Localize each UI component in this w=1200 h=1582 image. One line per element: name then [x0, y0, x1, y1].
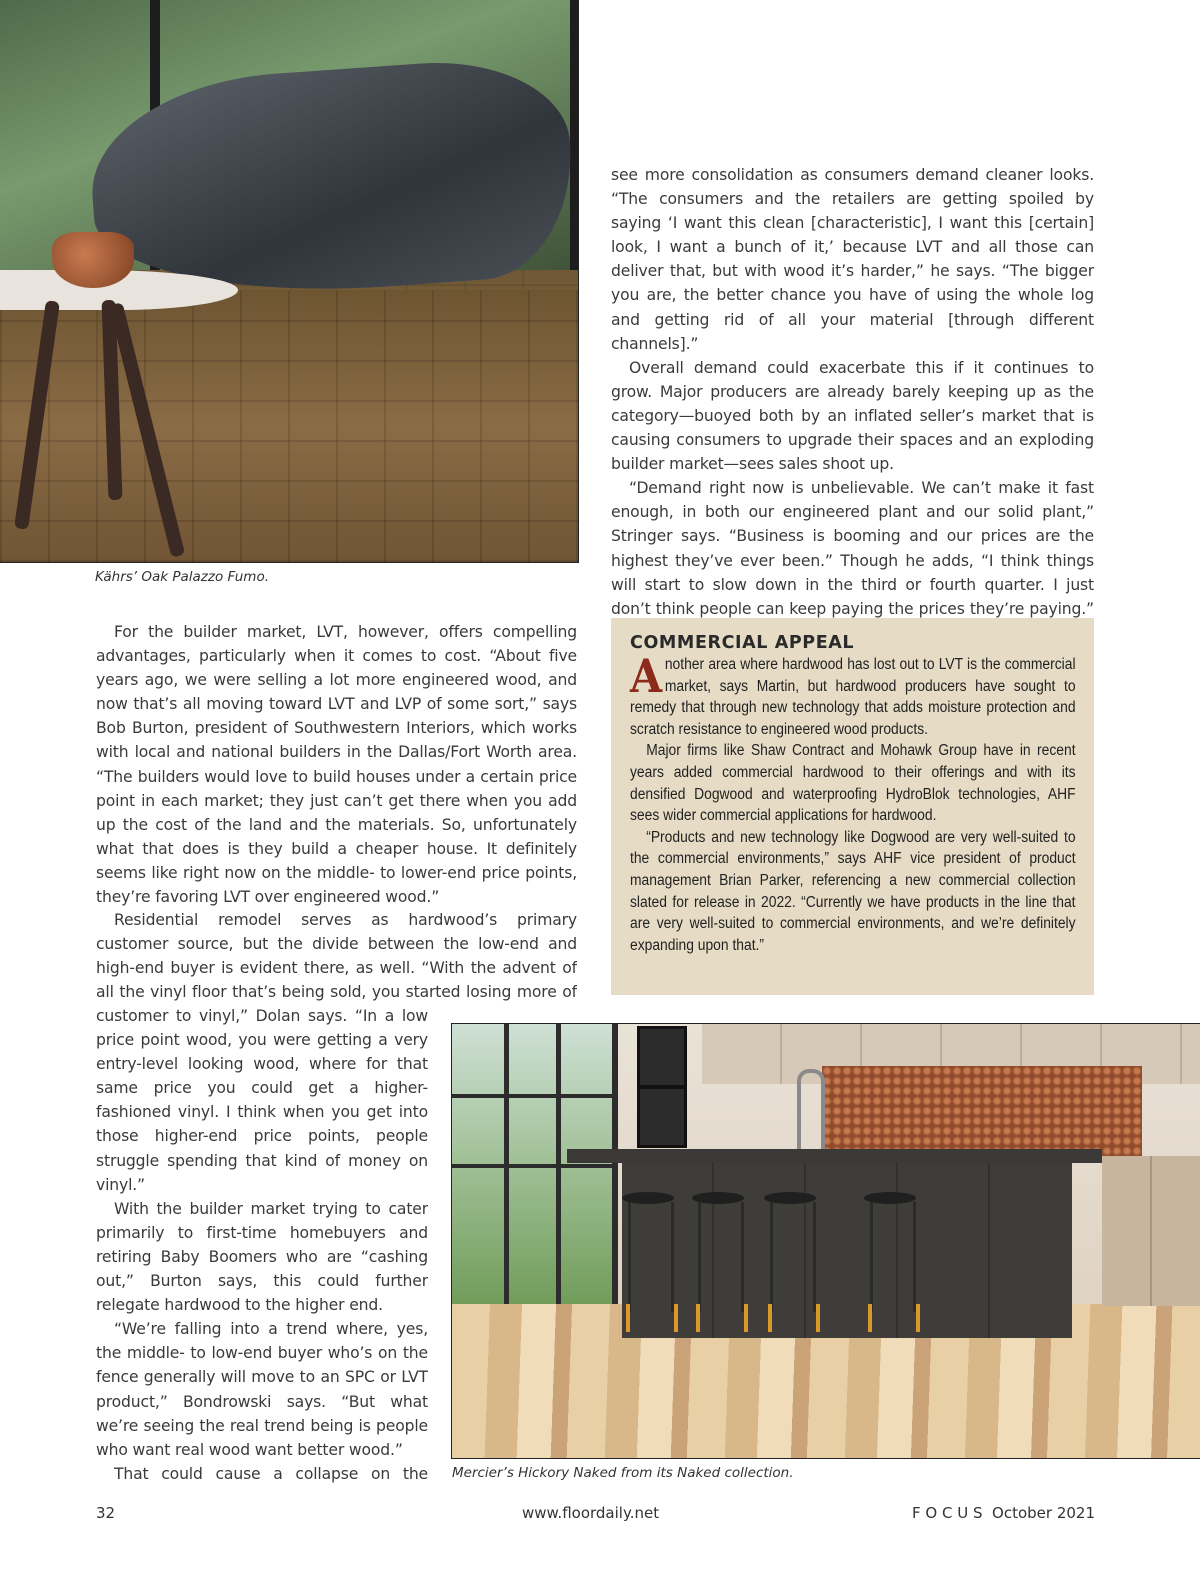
bottom-photo-caption: Mercier’s Hickory Naked from its Naked collection.: [452, 1465, 794, 1481]
island-countertop: [567, 1149, 1102, 1163]
wall-art: [637, 1086, 687, 1148]
left-column-text-narrow: [96, 1004, 428, 1484]
page-number: 32: [96, 1504, 116, 1522]
right-column-text: [611, 163, 1094, 645]
window-mullion: [452, 1164, 612, 1168]
wall-art: [637, 1026, 687, 1088]
window-mullion: [452, 1094, 612, 1098]
paragraph: For the builder market, LVT, however, offers compelling advantages, particularly when it comes to cost. “About five years ago, we were selling a lot more engineered wood, and now that’s all moving toward LVT and LVP of some sort,” says Bob Burton, president of Southwestern Interiors, which works with local and national builders in the Dallas/Fort Worth area. “The builders would love to build houses under a certain price point in each market; they just can’t get there when you add up the cost of the land and the materials. So, unfortunately what that does is they build a cheaper house. It definitely seems like right now on the middle- to lower-end price points, they’re favoring LVT over engineered wood.”: [96, 623, 577, 907]
paragraph: Residential remodel serves as hardwood’s primary customer source, but the divide between the low-end and high-end buyer is evident there, as well. “With the advent of all the vinyl floor that’s being sold, you started losing more of: [96, 911, 577, 1002]
bottom-photo: [451, 1023, 1200, 1459]
paragraph: Overall demand could exacerbate this if it continues to grow. Major producers are already barely keeping up as the category—buoyed both by an inflated seller’s market that is causing consumers to upgrade their spaces and an exploding builder market—sees sales shoot up.: [611, 358, 1094, 474]
left-column-text: [96, 620, 577, 909]
top-photo-caption: Kährs’ Oak Palazzo Fumo.: [95, 569, 270, 585]
paragraph: That could cause a collapse on the: [114, 1464, 428, 1483]
sidebar-paragraph: Major firms like Shaw Contract and Mohawk Group have in recent years added commercial hardwood to their offerings and with its densified Dogwood and waterproofing HydroBlok technologies, AHF sees wider commercial applications for hardwood.: [630, 742, 1076, 825]
paragraph: see more consolidation as consumers demand cleaner looks. “The consumers and the retailers are getting spoiled by saying ‘I want this clean [characteristic], I want this [certain] look, I want a bunch of it,’ because LVT and all those can deliver that, but with wood it’s harder,” he says. “The bigger you are, the better chance you have of using the whole log and getting rid of all your material [through different channels].”: [611, 166, 1094, 353]
sidebar-paragraph: “Products and new technology like Dogwood are very well-suited to the commercial environments,” says AHF vice president of product management Brian Parker, referencing a new commercial collection slated for release in 2022. “Currently we have products in the line that are very well-suited to commercial environments, and we’re definitely expanding upon that.”: [630, 828, 1076, 954]
narrow-flow: [96, 1004, 428, 1484]
bar-stool: [622, 1192, 674, 1342]
bar-stool: [692, 1192, 744, 1342]
window-mullion: [504, 1024, 509, 1314]
lower-cabinets: [1102, 1156, 1200, 1306]
kitchen-island: [622, 1163, 1072, 1338]
parquet-floor: [0, 290, 578, 562]
paragraph: “We’re falling into a trend where, yes, the middle- to low-end buyer who’s on the fence generally will move to an SPC or LVT product,” Bondrowski says. “But what we’re seeing the real trend being is people who want real wood want better wood.”: [96, 1320, 428, 1459]
commercial-appeal-sidebar: [611, 618, 1094, 995]
sidebar-title: COMMERCIAL APPEAL: [630, 633, 855, 653]
wooden-bowl: [52, 232, 134, 288]
left-column-text-wide: [96, 908, 577, 1004]
faucet: [797, 1069, 825, 1153]
drop-cap: A: [630, 649, 663, 703]
window-frame: [570, 0, 579, 270]
sidebar-paragraph: [630, 649, 1076, 740]
paragraph: With the builder market trying to cater primarily to first-time homebuyers and retiring Baby Boomers who are “cashing out,” Burton says, this could further relegate hardwood to the higher end.: [96, 1199, 428, 1315]
bar-stool: [864, 1192, 916, 1342]
paragraph-continued: customer to vinyl,” Dolan says. “In a low price point wood, you were getting a very entry-level looking wood, where for that same price you could get a higher-fashioned vinyl. I think when you get into those higher-end price points, people struggle spending that kind of money on vinyl.”: [96, 1007, 428, 1194]
sidebar-paragraph-text: nother area where hardwood has lost out to LVT is the commercial market, says Martin, but hardwood producers have sought to remedy that through new technology that adds moisture protection and scratch resistance to engineered wood products.: [630, 656, 1076, 738]
window-view: [452, 1024, 618, 1314]
paragraph-text: “Demand right now is unbelievable. We can’t make it fast enough, in both our engineered plant and our solid plant,” Stringer says. “Business is booming and our prices are the highest they’ve ever been.” Though he adds, “I think things will start to slow down in the third or fourth quarter. I just don’t think people can keep paying the prices they’re paying.”: [611, 479, 1094, 618]
website-link[interactable]: www.floordaily.net: [522, 1504, 660, 1522]
bar-stool: [764, 1192, 816, 1342]
publication-info: F O C U S October 2021: [912, 1504, 1095, 1522]
copper-backsplash: [822, 1066, 1142, 1156]
window-mullion: [556, 1024, 561, 1314]
top-photo: [0, 0, 579, 563]
